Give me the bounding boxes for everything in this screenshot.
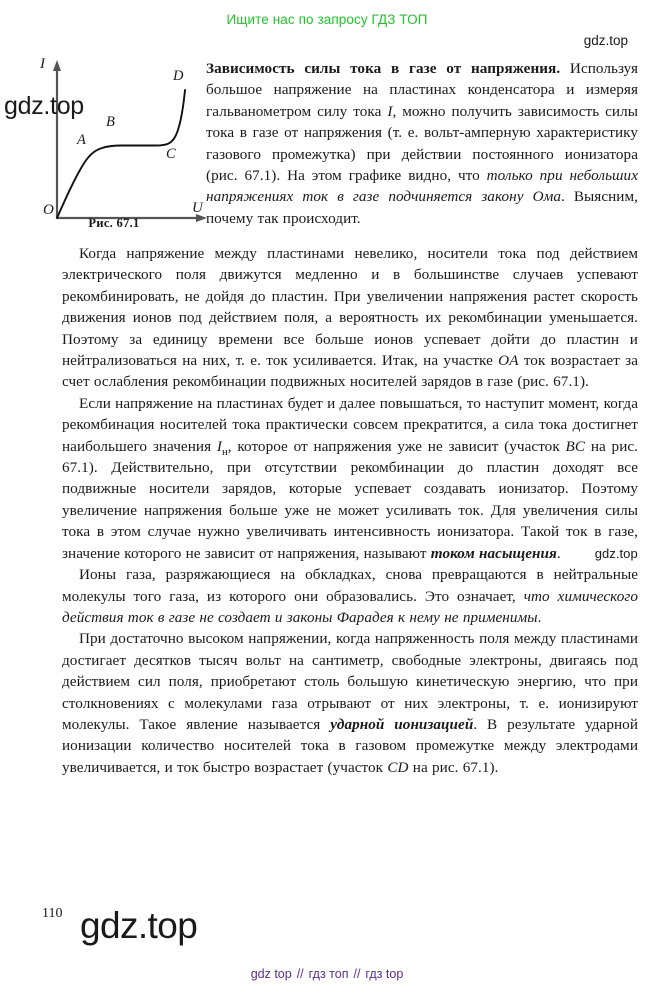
p5-text-b: . В результате ударной ионизации количество носителей тока в газовом промежутке между электродами увеличивается, и ток быстро возрастает (участок bbox=[62, 715, 638, 776]
p3-text-b: , которое от напряжения уже не зависит (участок bbox=[227, 437, 566, 455]
figure-caption: Рис. 67.1 bbox=[88, 216, 140, 230]
paragraph-impact-ionization bbox=[62, 628, 638, 778]
segment-oa-reference: OA bbox=[498, 352, 519, 370]
p4-text-a: Ионы газа, разряжающиеся на обкладках, снова превращаются в нейтральные молекулы того газа, из которого они образовались. Это означает, bbox=[62, 566, 638, 605]
p3-text-a: Если напряжение на пластинах будет и далее повышаться, то наступит момент, когда рекомбинация носителей тока практически совсем прекратится, а сила тока достигнет наибольшего значения bbox=[62, 394, 638, 455]
emphasis-faraday-laws: что химического действия ток в газе не создает и законы Фарадея к нему не применимы bbox=[62, 587, 638, 626]
paragraph-intro bbox=[206, 58, 638, 229]
segment-bc-reference: BC bbox=[565, 437, 586, 455]
intro-text-b: , можно получить зависимость силы тока в газе от напряжения (т. е. вольт-амперную характеристику газового промежутка) при действии постоянного ионизатора (рис. 67.1). На этом графике видно, что bbox=[206, 102, 638, 185]
paragraph-no-chemical-action bbox=[62, 564, 638, 628]
p3-text-c: на рис. 67.1). Действительно, при отсутствии рекомбинации до пластин доходят все подвижные носители зарядов, которые успевает создавать ионизатор. Поэтому увеличение напряжения больше уже не может усиливать ток. Для увеличения силы тока в этом случае нужно увеличивать интенсивность ионизатора. Такой ток в газе, значение которого не зависит от напряжения, называют bbox=[62, 437, 639, 562]
variable-saturation-subscript: н bbox=[221, 446, 228, 458]
origin-label: O bbox=[43, 202, 54, 218]
term-impact-ionization: ударной ионизацией bbox=[330, 715, 474, 733]
intro-text-column bbox=[206, 58, 638, 229]
p5-text-a: При достаточно высоком напряжении, когда напряженность поля между пластинами достигает десятков тысяч вольт на сантиметр, свободные электроны, двигаясь под действием сил поля, приобретают столь большую кинетическую энергию, что при столкновениях с молекулами газа отрывают от них электроны, т. е. ионизируют молекулы. Такое явление называется bbox=[62, 630, 638, 733]
footer-separator-1: // bbox=[296, 967, 304, 981]
figure-voltage-current-graph bbox=[16, 52, 212, 238]
footer-link-gdz-top-ru[interactable]: гдз топ bbox=[308, 967, 349, 981]
axis-label-current: I bbox=[40, 56, 45, 72]
promo-banner: Ищите нас по запросу ГДЗ ТОП bbox=[226, 12, 428, 27]
footer-link-gdz-top-mixed[interactable]: гдз top bbox=[365, 967, 404, 981]
p3-text-d: . bbox=[556, 544, 561, 562]
footer-separator-2: // bbox=[353, 967, 361, 981]
variable-current-symbol: I bbox=[387, 102, 393, 120]
term-saturation-current: током насыщения bbox=[430, 544, 557, 562]
curve-point-b-label: B bbox=[106, 114, 115, 130]
watermark-inline: gdz.top bbox=[594, 545, 638, 561]
page-number: 110 bbox=[42, 906, 63, 921]
footer-link-gdz-top[interactable]: gdz top bbox=[250, 967, 292, 981]
brand-label-top: gdz.top bbox=[583, 33, 628, 48]
y-axis bbox=[53, 60, 61, 218]
curve-point-a-label: A bbox=[77, 132, 86, 148]
article-body bbox=[62, 243, 638, 778]
watermark-figure: gdz.top bbox=[4, 92, 84, 120]
axis-label-voltage: U bbox=[192, 200, 203, 216]
segment-cd-reference: CD bbox=[387, 758, 409, 776]
intro-text-a: Используя большое напряжение на пластинах конденсатора и измеряя гальванометром силу тока bbox=[206, 60, 638, 120]
p4-text-b: . bbox=[537, 608, 542, 626]
variable-saturation-current: I bbox=[216, 437, 222, 455]
intro-text-c: . Выясним, почему так происходит. bbox=[206, 188, 638, 227]
paragraph-saturation-current bbox=[62, 393, 638, 564]
intro-emphasis-ohm-law: только при небольших напряжениях ток в газе подчиняется закону Ома bbox=[206, 167, 638, 206]
paragraph-low-voltage bbox=[62, 243, 638, 393]
curve-point-d-label: D bbox=[173, 68, 184, 84]
section-heading: Зависимость силы тока в газе от напряжения. bbox=[206, 60, 561, 77]
footer-links bbox=[0, 967, 654, 981]
p2-text-a: Когда напряжение между пластинами невелико, носители тока под действием электрического поля движутся медленно и в большинстве случаев успевают рекомбинировать, не дойдя до пластин. При увеличении напряжения растет скорость движения ионов под действием поля, а вероятность их рекомбинации уменьшается. Поэтому за единицу времени все больше ионов успевает дойти до пластин и нейтрализоваться на них, т. е. ток усиливается. Итак, на участке bbox=[62, 245, 638, 370]
p2-text-b: ток возрастает за счет ослабления рекомбинации подвижных носителей зарядов в газе (рис. 67.1). bbox=[62, 352, 638, 391]
watermark-bottom: gdz.top bbox=[80, 905, 198, 946]
curve-point-c-label: C bbox=[166, 146, 176, 162]
p5-text-c: на рис. 67.1). bbox=[408, 758, 499, 776]
